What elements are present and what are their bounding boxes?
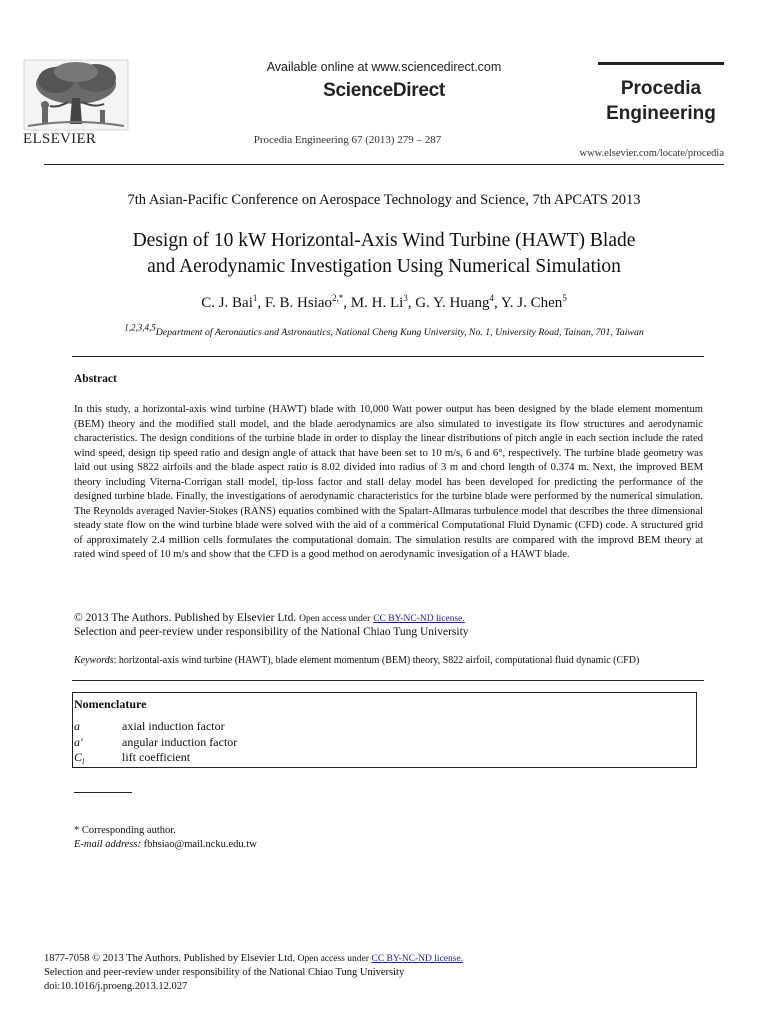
keywords-text: : horizontal-axis wind turbine (HAWT), blade element momentum (BEM) theory, S822 airfoil, computational fluid dynamic (CFD) <box>113 655 640 666</box>
footer-peer-review: Selection and peer-review under responsibility of the National Chiao Tung University <box>44 967 405 978</box>
available-online-text: Available online at www.sciencedirect.com <box>266 60 502 74</box>
nomenclature-symbol: a <box>74 719 80 733</box>
author-affil-mark: 1 <box>252 293 258 303</box>
journal-reference: Procedia Engineering 67 (2013) 279 – 287 <box>253 134 442 146</box>
nomenclature-symbol: $C_l$ <box>74 750 85 767</box>
email-label: E-mail address: <box>74 839 141 850</box>
author-name: C. J. Bai <box>201 295 253 311</box>
affiliation-text: Department of Aeronautics and Astronautics, National Cheng Kung University, No. 1, University Road, Tainan, 701, Taiwan <box>155 327 644 338</box>
nomenclature-definition: lift coefficient <box>122 750 191 764</box>
journal-logo-rule <box>598 62 724 65</box>
author-name: Y. J. Chen <box>500 295 563 311</box>
paper-title-line2: and Aerodynamic Investigation Using Numerical Simulation <box>147 256 621 277</box>
author-separator: , <box>407 295 416 311</box>
author-separator: , <box>257 295 265 311</box>
author-list <box>0 295 768 312</box>
affiliation-marks: 1,2,3,4,5 <box>124 322 156 333</box>
nomenclature-title: Nomenclature <box>74 697 147 711</box>
author-affil-mark: 2,* <box>332 293 344 303</box>
footer-doi[interactable]: doi:10.1016/j.proeng.2013.12.027 <box>44 981 188 992</box>
affiliation <box>0 322 768 338</box>
affiliation-divider <box>72 356 704 357</box>
copyright-line <box>74 612 465 624</box>
nomenclature-symbol: a′ <box>74 735 83 749</box>
footer-license-link[interactable]: CC BY-NC-ND license. <box>371 954 464 964</box>
license-link[interactable]: CC BY-NC-ND license. <box>373 614 465 624</box>
peer-review-statement: Selection and peer-review under responsibility of the National Chiao Tung University <box>74 626 469 638</box>
author-name: M. H. Li <box>350 295 404 311</box>
author-name: G. Y. Huang <box>415 295 490 311</box>
corresponding-author-note: * Corresponding author. <box>74 825 176 836</box>
copyright-text: © 2013 The Authors. Published by Elsevier Ltd. <box>74 612 297 624</box>
footer-copyright <box>44 953 463 964</box>
corresponding-mark: * <box>338 293 344 303</box>
keywords <box>74 655 639 666</box>
abstract-heading: Abstract <box>74 373 117 385</box>
footer-open-access: Open access under <box>297 954 369 964</box>
email-address[interactable]: fbhsiao@mail.ncku.edu.tw <box>143 839 257 850</box>
author-separator: , <box>493 295 501 311</box>
footer-issn-copyright: 1877-7058 © 2013 The Authors. Published by Elsevier Ltd. <box>44 953 296 964</box>
conference-name: 7th Asian-Pacific Conference on Aerospace Technology and Science, 7th APCATS 2013 <box>127 192 641 208</box>
header-divider <box>44 164 724 165</box>
footnote-divider <box>74 792 132 793</box>
journal-name-line2: Engineering <box>606 103 716 124</box>
keywords-label: Keywords <box>74 655 114 666</box>
publisher-logo-text: ELSEVIER <box>23 131 97 147</box>
sciencedirect-brand[interactable]: ScienceDirect <box>323 80 445 101</box>
author-affil-mark: 5 <box>562 293 567 303</box>
author-affil-mark: 3 <box>403 293 408 303</box>
open-access-text: Open access under <box>299 614 371 624</box>
keywords-divider <box>72 680 704 681</box>
abstract-body: In this study, a horizontal-axis wind turbine (HAWT) blade with 10,000 Watt power output has been designed by the blade element momentum (BEM) theory and the modified stall model, and the blade aerodynamics are also simulated to investigate its flow structures and aerodynamic characteristics. The design conditions of the turbine blade in order to display the linear distributions of pitch angle in each section include the rated wind speed, design tip speed ratio and design angle of attack that have been set to 10 m/s, 6 and 6°, respectively. The turbine blade geometry was laid out using S822 airfoils and the blade aspect ratio is 8.02 divided into radius of 3 m and chord length of 0.374 m. Next, the improved BEM theory including Viterna-Corrigan stall model, tip-loss factor and stall delay model has been developed for predicting the performance of the designed turbine blade. Finally, the investigations of aerodynamic characteristics for the turbine blade were performed by the numerical simulation. The Reynolds averaged Navier-Stokes (RANS) equatios combined with the Spalart-Allmaras turbulence model that describes the three dimensional steady state flow on the wind turbine blade were solved with the aid of a commerical Computational Fluid Dynamic (CFD) code. A structured grid of approximately 2.4 million cells formulates the computational domain. The simulation results are compared with the improvd BEM theory at rated wind speed of 10 m/s and show that the CFD is a good method on aerodynamic invesigation of a HAWT blade. <box>74 404 703 561</box>
nomenclature-definition: angular induction factor <box>122 735 238 749</box>
author-name: F. B. Hsiao <box>264 295 333 311</box>
author-affil-mark: 4 <box>489 293 494 303</box>
nomenclature-definition: axial induction factor <box>122 719 225 733</box>
email-line <box>74 839 257 850</box>
author-separator: , <box>343 295 351 311</box>
paper-title-line1: Design of 10 kW Horizontal-Axis Wind Turbine (HAWT) Blade <box>132 230 636 251</box>
journal-name-line1: Procedia <box>620 78 702 99</box>
journal-url[interactable]: www.elsevier.com/locate/procedia <box>579 148 724 159</box>
